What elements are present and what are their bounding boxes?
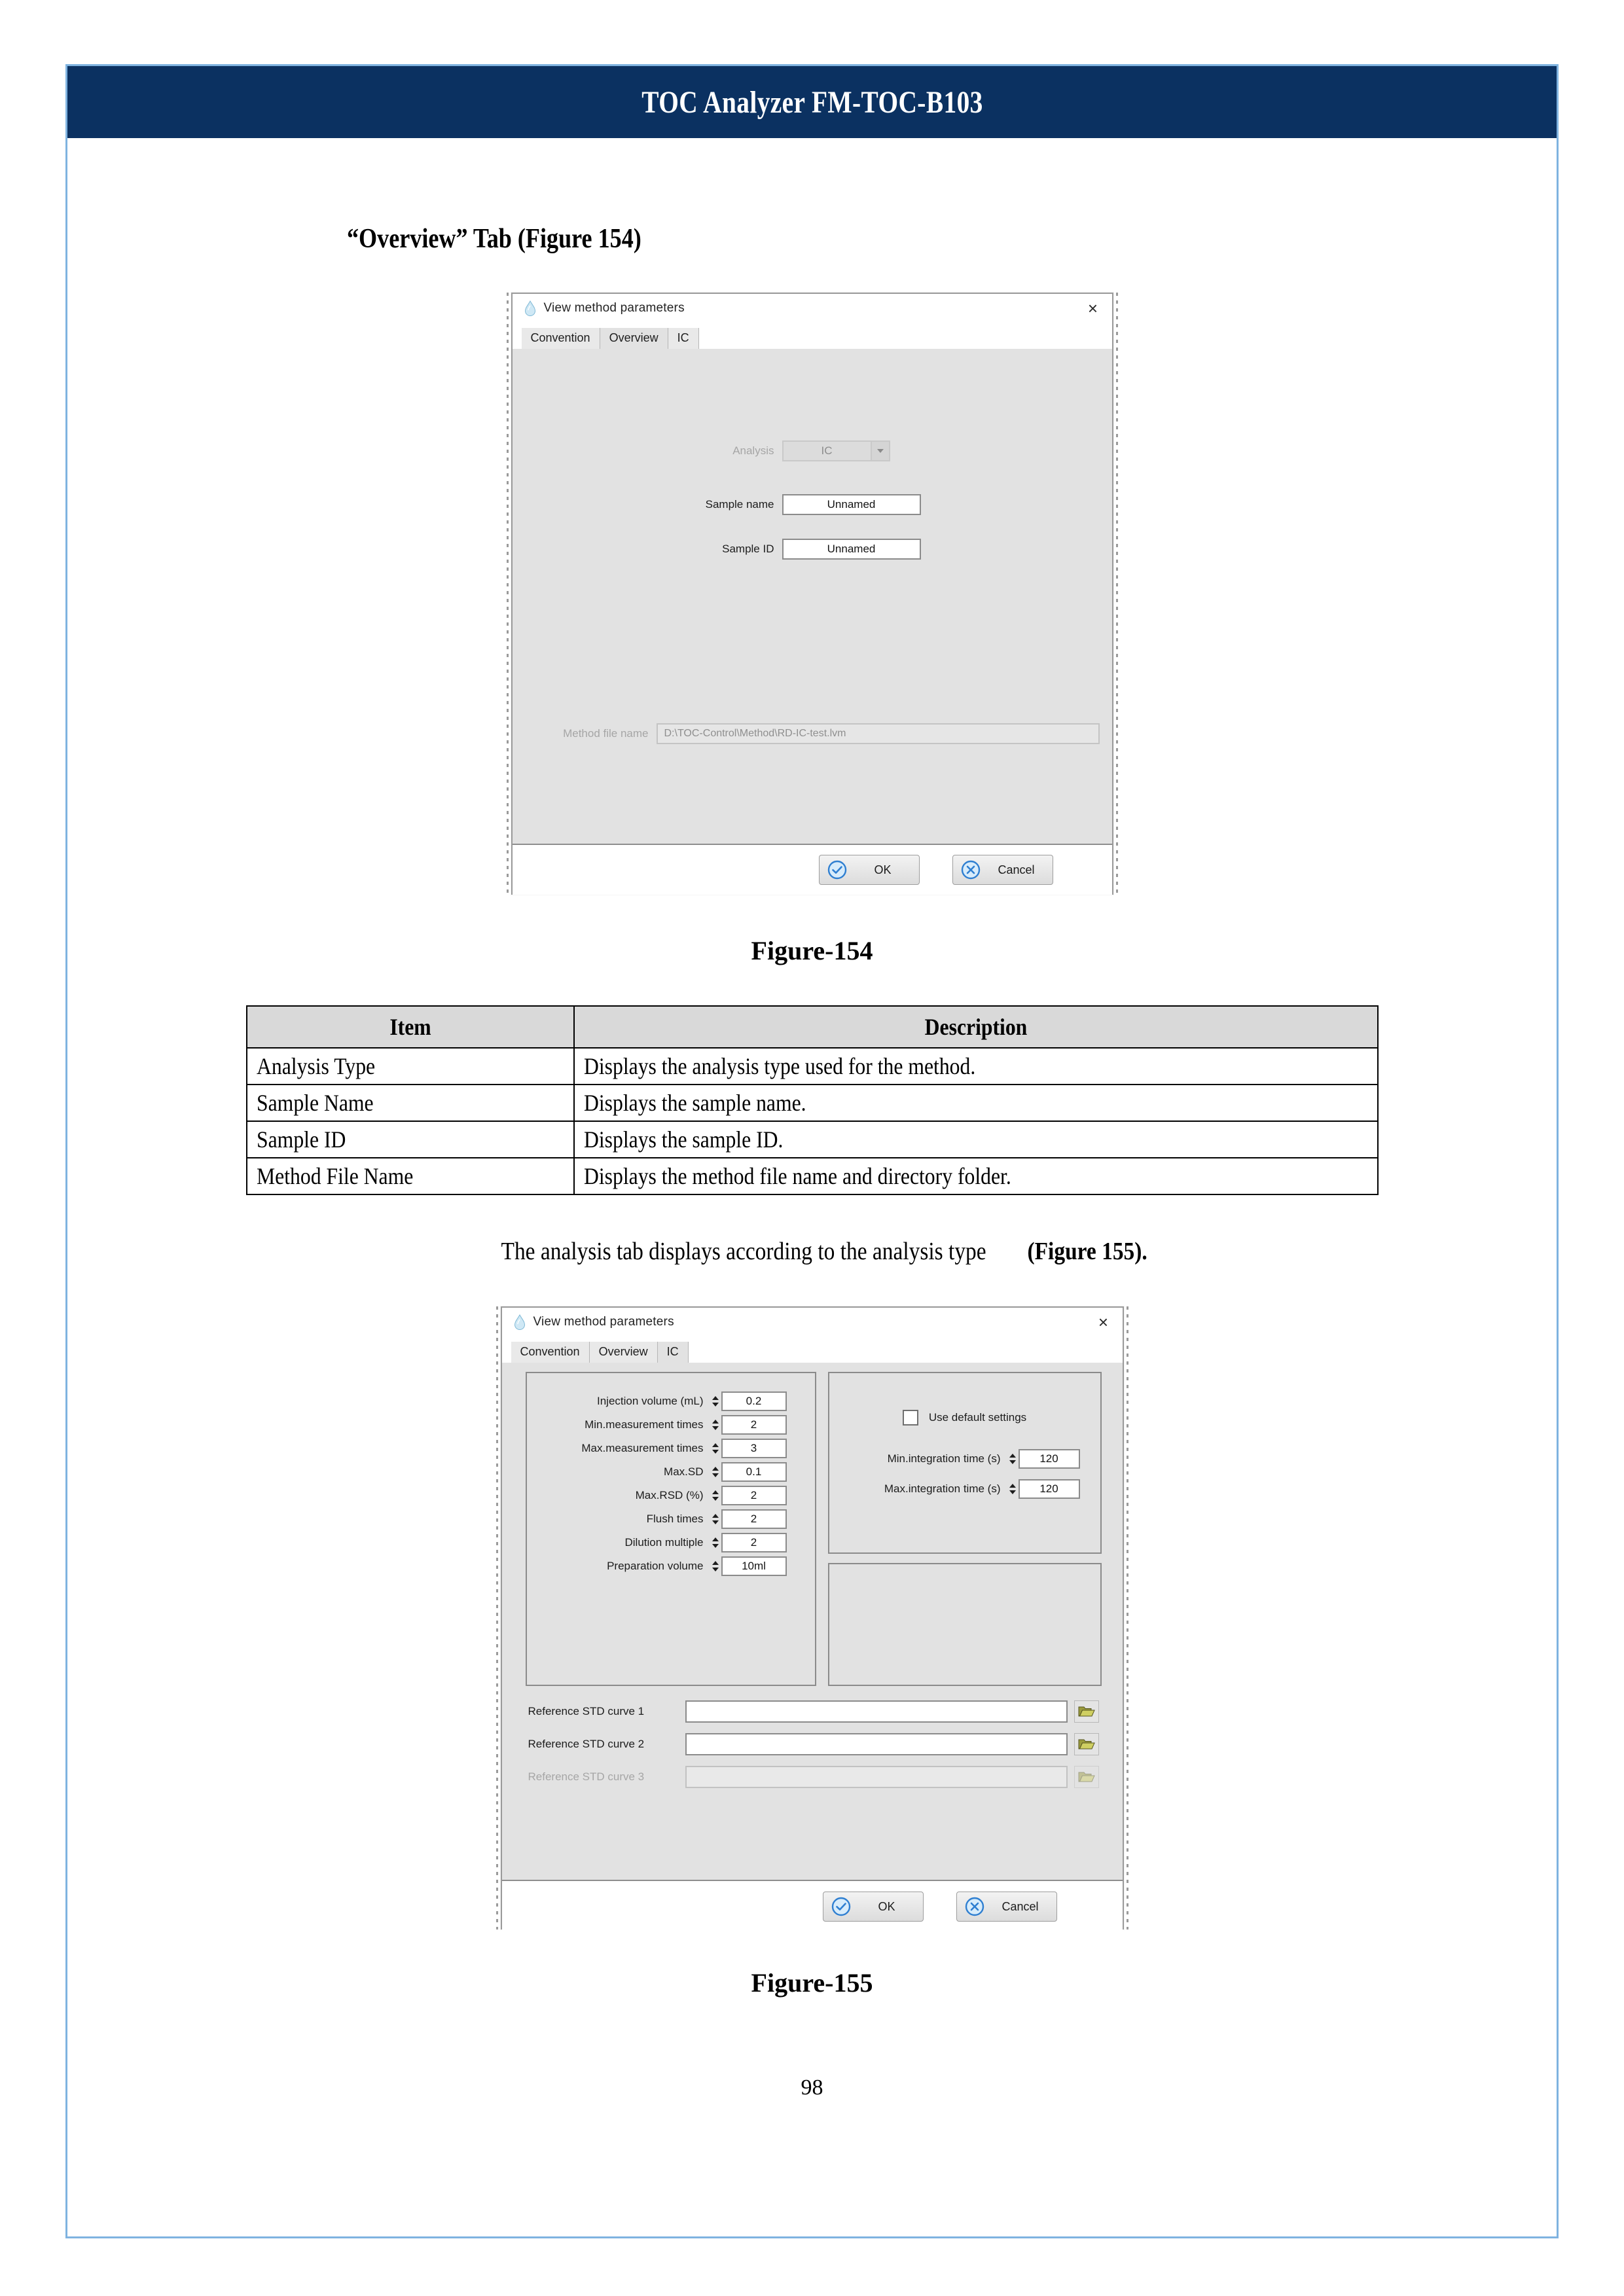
figure-154-caption: Figure-154: [751, 936, 873, 965]
analysis-type-value: IC: [821, 444, 833, 457]
min-integration-time-stepper[interactable]: [1009, 1450, 1017, 1468]
dialog-tabs: [513, 323, 1112, 349]
max-sd-row: [527, 1462, 804, 1482]
dilution-multiple-row: [527, 1533, 804, 1552]
screenshot-edge-artifact-left: [496, 1306, 498, 1929]
flush-times-field[interactable]: 2: [721, 1509, 787, 1529]
analysis-label: Analysis: [732, 444, 774, 457]
flush-times-row: [527, 1509, 804, 1529]
max-rsd-stepper[interactable]: [712, 1486, 719, 1505]
dialog-title: View method parameters: [533, 1315, 674, 1329]
preparation-volume-row: [527, 1556, 804, 1576]
method-file-name-label: Method file name: [563, 727, 649, 740]
min-measurement-times-field[interactable]: 2: [721, 1415, 787, 1435]
tab-overview[interactable]: Overview: [590, 1342, 658, 1363]
table-row: [247, 1085, 1378, 1121]
cancel-button-label: Cancel: [998, 863, 1035, 876]
table-cell-item-text: Method File Name: [256, 1163, 413, 1189]
table-row: [247, 1121, 1378, 1158]
min-integration-time-label: Min.integration time (s): [887, 1452, 1001, 1465]
dialog-titlebar: [502, 1308, 1123, 1336]
max-rsd-row: [527, 1486, 804, 1505]
table-cell-description-text: Displays the method file name and directory folder.: [583, 1163, 1011, 1189]
reference-std-curve-2-input[interactable]: [685, 1733, 1068, 1755]
dilution-multiple-stepper[interactable]: [712, 1534, 719, 1552]
water-drop-icon: [513, 1314, 527, 1330]
injection-volume-label: Injection volume (mL): [596, 1395, 704, 1407]
max-sd-label: Max.SD: [664, 1465, 704, 1478]
chevron-down-icon[interactable]: [871, 442, 889, 460]
figure-155-caption: Figure-155: [751, 1968, 873, 1998]
use-default-settings-row: [829, 1410, 1100, 1426]
document-title: TOC Analyzer FM-TOC-B103: [641, 84, 983, 120]
table-cell-item-text: Analysis Type: [256, 1053, 375, 1079]
column-header-item: [247, 1006, 574, 1048]
max-integration-time-row: [829, 1479, 1100, 1499]
min-measurement-times-stepper[interactable]: [712, 1416, 719, 1434]
table-row: [247, 1048, 1378, 1085]
max-sd-field[interactable]: 0.1: [721, 1462, 787, 1482]
tab-ic[interactable]: IC: [668, 328, 699, 349]
tab-ic[interactable]: IC: [658, 1342, 689, 1363]
figure-155-wrapper: [501, 1306, 1124, 1929]
dialog-body-overview: [513, 349, 1112, 844]
paragraph-bold-ref: (Figure 155).: [1027, 1238, 1148, 1265]
water-drop-icon: [523, 300, 537, 316]
table-row: [247, 1158, 1378, 1194]
cancel-button[interactable]: [952, 855, 1053, 885]
check-circle-icon: [831, 1897, 851, 1916]
table-cell-description: [574, 1158, 1378, 1194]
reference-std-curve-1-label: Reference STD curve 1: [528, 1705, 645, 1717]
sample-name-label: Sample name: [705, 498, 774, 511]
injection-volume-row: [527, 1391, 804, 1411]
table-cell-item-text: Sample ID: [256, 1126, 346, 1153]
dialog-title: View method parameters: [543, 301, 685, 315]
use-default-settings-checkbox[interactable]: [903, 1410, 918, 1426]
cancel-button[interactable]: [956, 1892, 1057, 1922]
min-integration-time-field[interactable]: 120: [1019, 1449, 1080, 1469]
column-header-item-text: Item: [389, 1014, 431, 1040]
check-circle-icon: [827, 860, 847, 880]
max-measurement-times-label: Max.measurement times: [581, 1442, 704, 1454]
preparation-volume-field[interactable]: 10ml: [721, 1556, 787, 1576]
close-icon[interactable]: ×: [1098, 1312, 1109, 1332]
table-cell-description-text: Displays the sample name.: [583, 1090, 806, 1116]
folder-open-icon: [1078, 1770, 1095, 1784]
preparation-volume-stepper[interactable]: [712, 1557, 719, 1575]
view-method-parameters-dialog-ic: [501, 1306, 1124, 1929]
measurement-parameters-group: [526, 1372, 816, 1686]
sample-name-field[interactable]: Unnamed: [782, 494, 921, 515]
reference-std-curve-3-label: Reference STD curve 3: [528, 1770, 645, 1783]
dilution-multiple-label: Dilution multiple: [624, 1536, 704, 1549]
method-file-name-row: [524, 723, 1100, 744]
injection-volume-field[interactable]: 0.2: [721, 1391, 787, 1411]
column-header-description: [574, 1006, 1378, 1048]
table-cell-description: [574, 1121, 1378, 1158]
screenshot-edge-artifact-right: [1116, 293, 1118, 895]
sample-id-label: Sample ID: [722, 543, 774, 555]
page-content: [65, 138, 1559, 2100]
tab-overview[interactable]: Overview: [600, 328, 668, 349]
dialog-footer-overview: [513, 844, 1112, 895]
table-cell-item: [247, 1048, 574, 1085]
max-integration-time-stepper[interactable]: [1009, 1480, 1017, 1498]
flush-times-label: Flush times: [646, 1513, 704, 1525]
close-circle-icon: [961, 860, 981, 880]
section-heading: “Overview” Tab (Figure 154): [347, 224, 641, 254]
sample-id-field[interactable]: Unnamed: [782, 539, 921, 560]
table-cell-item: [247, 1158, 574, 1194]
integration-settings-group: [828, 1372, 1102, 1554]
min-integration-time-row: [829, 1449, 1100, 1469]
table-cell-description: [574, 1085, 1378, 1121]
table-cell-description-text: Displays the analysis type used for the method.: [583, 1053, 975, 1079]
empty-results-group: [828, 1563, 1102, 1686]
reference-std-curve-2-label: Reference STD curve 2: [528, 1738, 645, 1750]
reference-std-curve-3-row: [528, 1766, 1099, 1788]
page-number: 98: [801, 2075, 823, 2100]
dialog-tabs: [502, 1336, 1123, 1363]
reference-std-curve-1-input[interactable]: [685, 1700, 1068, 1723]
min-measurement-times-row: [527, 1415, 804, 1435]
document-header: [67, 66, 1557, 138]
paragraph-text: The analysis tab displays according to the analysis type: [501, 1238, 986, 1265]
reference-std-curves: [528, 1700, 1099, 1792]
folder-open-icon: [1078, 1737, 1095, 1751]
column-header-description-text: Description: [924, 1014, 1027, 1040]
analysis-tab-paragraph: [65, 1237, 1559, 1266]
tab-convention[interactable]: Convention: [511, 1342, 590, 1363]
table-cell-description: [574, 1048, 1378, 1085]
close-circle-icon: [965, 1897, 984, 1916]
injection-volume-stepper[interactable]: [712, 1392, 719, 1410]
screenshot-edge-artifact-right: [1127, 1306, 1128, 1929]
use-default-settings-label: Use default settings: [928, 1411, 1027, 1424]
ok-button[interactable]: [819, 855, 920, 885]
preparation-volume-label: Preparation volume: [607, 1560, 704, 1572]
view-method-parameters-dialog-overview: [511, 293, 1113, 895]
min-measurement-times-label: Min.measurement times: [585, 1418, 704, 1431]
dialog-footer-ic: [502, 1880, 1123, 1932]
close-icon[interactable]: ×: [1087, 298, 1098, 318]
max-rsd-label: Max.RSD (%): [635, 1489, 704, 1501]
max-rsd-field[interactable]: 2: [721, 1486, 787, 1505]
table-header-row: [247, 1006, 1378, 1048]
ok-button-label: OK: [878, 1899, 895, 1913]
table-cell-item: [247, 1085, 574, 1121]
max-measurement-times-field[interactable]: 3: [721, 1439, 787, 1458]
max-integration-time-label: Max.integration time (s): [884, 1482, 1001, 1495]
sample-name-row: [513, 494, 1112, 515]
ok-button[interactable]: [823, 1892, 924, 1922]
folder-open-icon: [1078, 1704, 1095, 1719]
browse-folder-button-3: [1074, 1766, 1099, 1788]
max-integration-time-field[interactable]: 120: [1019, 1479, 1080, 1499]
max-sd-stepper[interactable]: [712, 1463, 719, 1481]
reference-std-curve-1-row: [528, 1700, 1099, 1723]
analysis-row: [513, 440, 1112, 461]
sample-id-row: [513, 539, 1112, 560]
item-description-table: [246, 1005, 1379, 1195]
dialog-titlebar: [513, 294, 1112, 323]
dilution-multiple-field[interactable]: 2: [721, 1533, 787, 1552]
reference-std-curve-2-row: [528, 1733, 1099, 1755]
screenshot-edge-artifact-left: [507, 293, 509, 895]
ok-button-label: OK: [874, 863, 892, 876]
max-measurement-times-stepper[interactable]: [712, 1439, 719, 1458]
browse-folder-button-1[interactable]: [1074, 1700, 1099, 1723]
max-measurement-times-row: [527, 1439, 804, 1458]
browse-folder-button-2[interactable]: [1074, 1733, 1099, 1755]
figure-154-wrapper: [511, 293, 1113, 895]
table-cell-description-text: Displays the sample ID.: [583, 1126, 783, 1153]
tab-convention[interactable]: Convention: [522, 328, 600, 349]
analysis-type-select[interactable]: [782, 440, 890, 461]
dialog-body-ic: [502, 1363, 1123, 1880]
reference-std-curve-3-input: [685, 1766, 1068, 1788]
cancel-button-label: Cancel: [1001, 1899, 1039, 1913]
table-cell-item-text: Sample Name: [256, 1090, 374, 1116]
method-file-name-field: D:\TOC-Control\Method\RD-IC-test.lvm: [657, 723, 1100, 744]
flush-times-stepper[interactable]: [712, 1510, 719, 1528]
table-cell-item: [247, 1121, 574, 1158]
